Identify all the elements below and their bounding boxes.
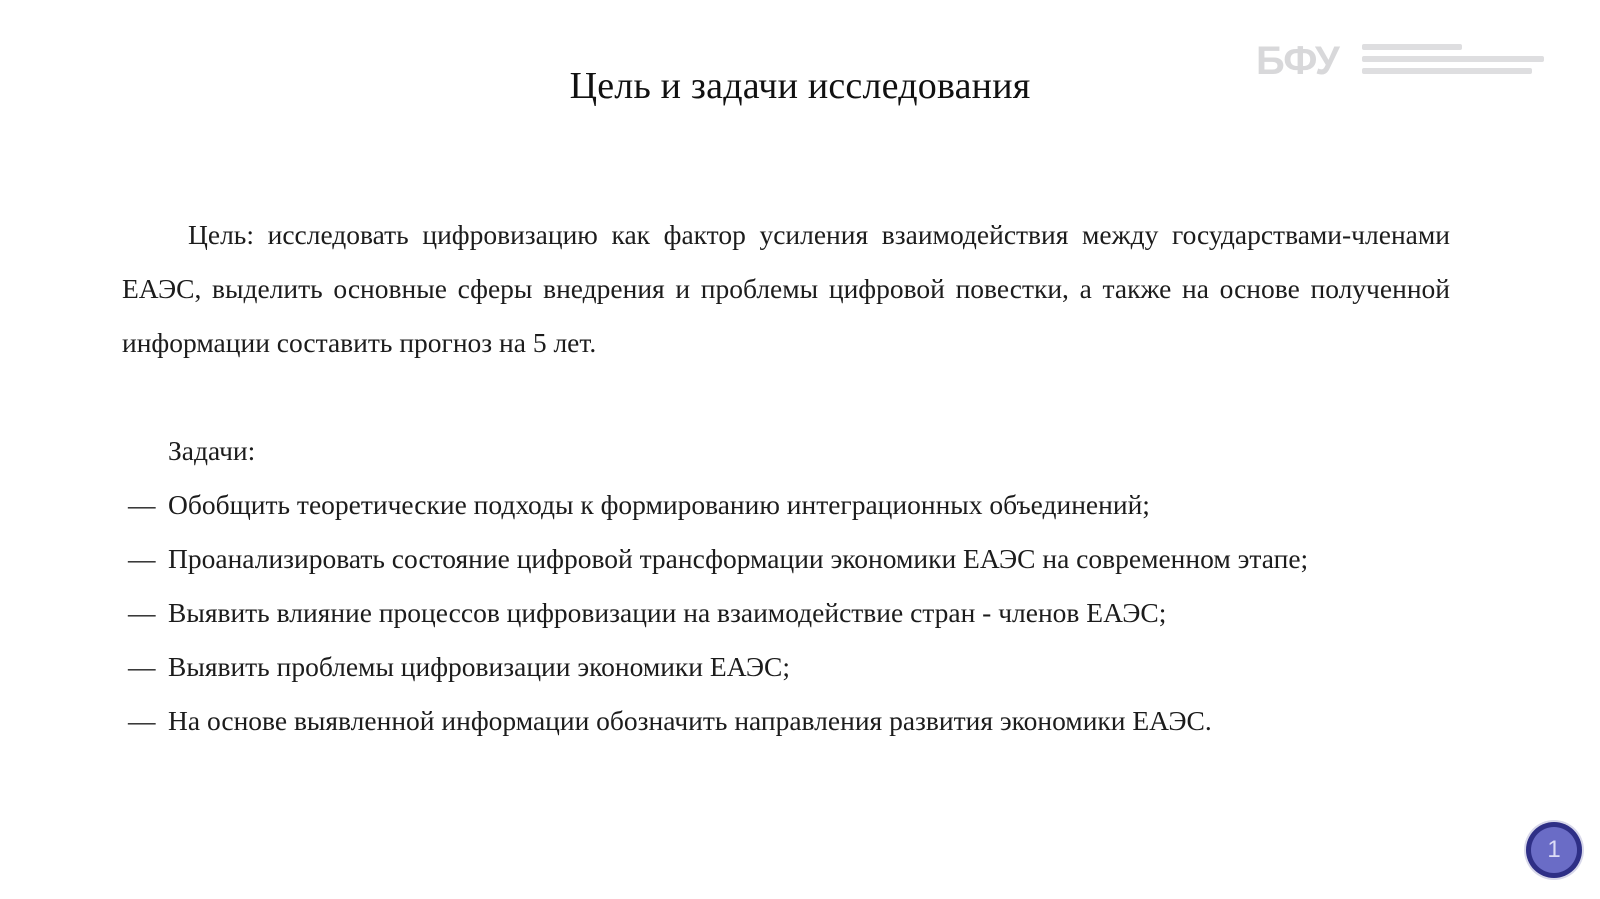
logo-text-line-1 (1362, 44, 1462, 50)
task-item (128, 532, 1548, 586)
tasks-list (128, 478, 1548, 748)
dash-bullet: — (128, 543, 156, 574)
slide-title: Цель и задачи исследования (569, 65, 1031, 107)
page-number-badge[interactable] (1526, 822, 1582, 878)
task-text: Обобщить теоретические подходы к формированию интеграционных объединений; (168, 489, 1150, 520)
task-text: На основе выявленной информации обозначить направления развития экономики ЕАЭС. (168, 705, 1212, 736)
task-text: Проанализировать состояние цифровой трансформации экономики ЕАЭС на современном этапе; (168, 543, 1309, 574)
university-logo (1256, 38, 1546, 84)
logo-text-line-3 (1362, 68, 1532, 74)
dash-bullet: — (128, 597, 156, 628)
logo-text-line-2 (1362, 56, 1544, 62)
page-number: 1 (1531, 827, 1577, 873)
logo-mark: БФУ (1256, 39, 1339, 83)
task-item (128, 640, 1548, 694)
dash-bullet: — (128, 651, 156, 682)
task-item (128, 478, 1548, 532)
task-text: Выявить влияние процессов цифровизации на взаимодействие стран - членов ЕАЭС; (168, 597, 1167, 628)
goal-paragraph: Цель: исследовать цифровизацию как фактор усиления взаимодействия между государствами-членами ЕАЭС, выделить основные сферы внедрения и проблемы цифровой повестки, а также на основе полученной информации составить прогноз на 5 лет. (122, 219, 1450, 358)
dash-bullet: — (128, 489, 156, 520)
task-text: Выявить проблемы цифровизации экономики ЕАЭС; (168, 651, 790, 682)
task-item (128, 586, 1548, 640)
tasks-heading: Задачи: (168, 435, 256, 466)
dash-bullet: — (128, 705, 156, 736)
task-item (128, 694, 1548, 748)
